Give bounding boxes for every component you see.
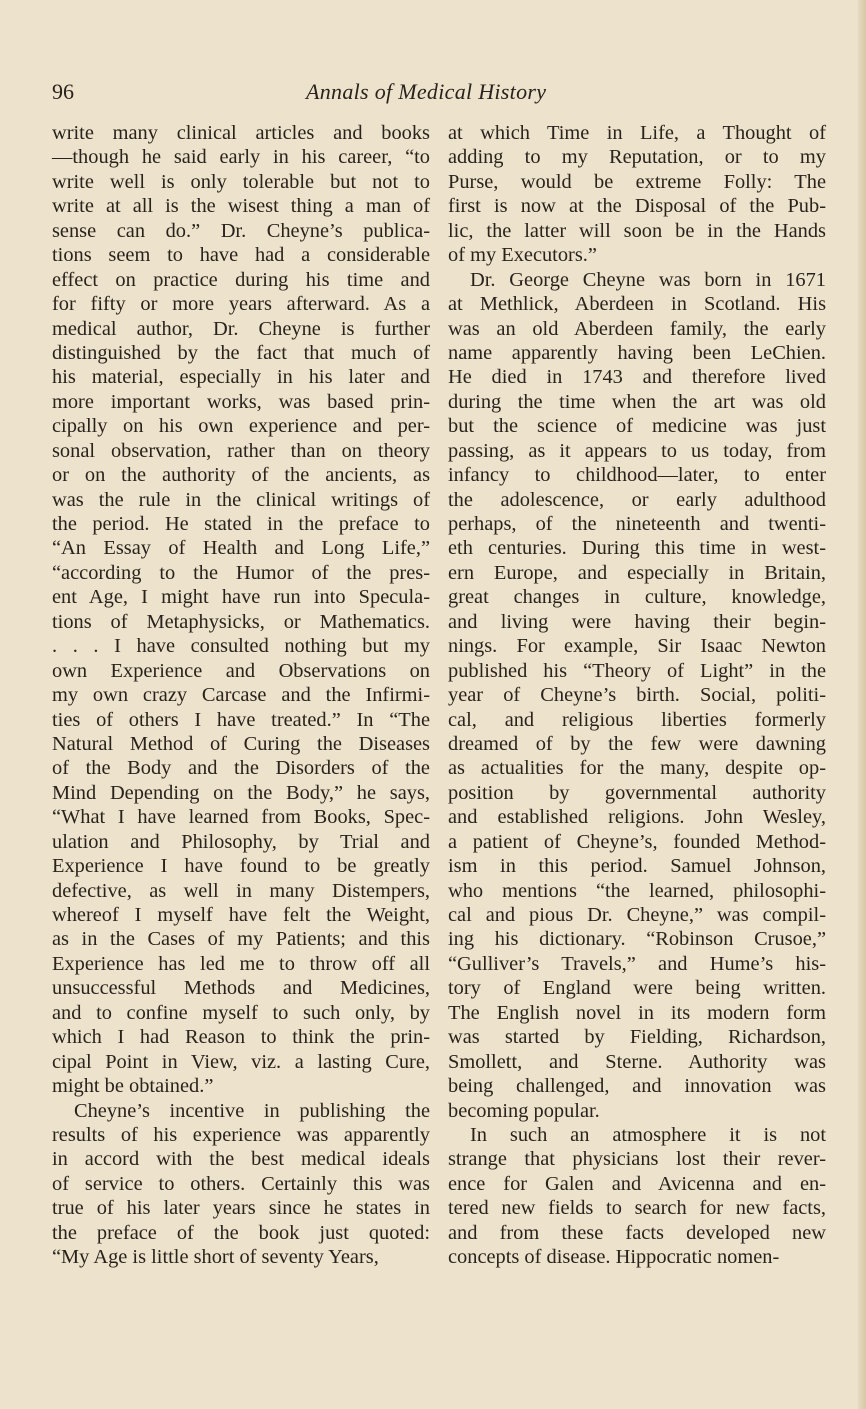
text-line: at which Time in Life, a Thought of bbox=[448, 122, 826, 144]
text-line: as actualities for the many, despite op- bbox=[448, 757, 826, 780]
text-line: the adolescence, or early adulthood bbox=[448, 488, 826, 511]
text-line: Purse, would be extreme Folly: The bbox=[448, 170, 826, 193]
text-line: sense can do.” Dr. Cheyne’s publica- bbox=[52, 219, 430, 242]
text-line: year of Cheyne’s birth. Social, politi- bbox=[448, 684, 826, 707]
text-line: cipally on his own experience and per- bbox=[52, 415, 430, 438]
text-line: at Methlick, Aberdeen in Scotland. His bbox=[448, 293, 826, 316]
text-line: eth centuries. During this time in west- bbox=[448, 537, 826, 560]
text-line: dreamed of by the few were dawning bbox=[448, 732, 826, 755]
text-line: ism in this period. Samuel Johnson, bbox=[448, 855, 826, 878]
text-line: who mentions “the learned, philosophi- bbox=[448, 879, 826, 902]
text-line: lic, the latter will soon be in the Hands bbox=[448, 219, 826, 242]
running-title: Annals of Medical History bbox=[306, 79, 547, 104]
text-line: strange that physicians lost their rever- bbox=[448, 1148, 826, 1171]
left-column bbox=[52, 121, 430, 1270]
text-line: ing his dictionary. “Robinson Crusoe,” bbox=[448, 928, 826, 951]
text-line: distinguished by the fact that much of bbox=[52, 341, 430, 364]
text-line: “An Essay of Health and Long Life,” bbox=[52, 537, 430, 560]
text-line: perhaps, of the nineteenth and twenti- bbox=[448, 513, 826, 535]
text-line: first is now at the Disposal of the Pub- bbox=[448, 195, 826, 218]
text-line: for fifty or more years afterward. As a bbox=[52, 293, 430, 316]
text-line: of service to others. Certainly this was bbox=[52, 1172, 430, 1195]
text-line: passing, as it appears to us today, from bbox=[448, 439, 826, 462]
text-line: Natural Method of Curing the Diseases bbox=[52, 732, 430, 755]
page-number: 96 bbox=[52, 79, 74, 104]
text-line: name apparently having been LeChien. bbox=[448, 341, 826, 364]
text-line: and living were having their begin- bbox=[448, 610, 826, 633]
text-line: infancy to childhood—later, to enter bbox=[448, 464, 826, 487]
text-line: adding to my Reputation, or to my bbox=[448, 146, 826, 169]
text-line: sonal observation, rather than on theory bbox=[52, 439, 430, 462]
text-line: cal and pious Dr. Cheyne,” was compil- bbox=[448, 904, 826, 926]
text-line: He died in 1743 and therefore lived bbox=[448, 366, 826, 389]
text-line: write many clinical articles and books bbox=[52, 122, 430, 144]
text-line: cipal Point in View, viz. a lasting Cure, bbox=[52, 1050, 430, 1073]
text-line: of my Executors.” bbox=[448, 244, 597, 267]
text-line: published his “Theory of Light” in the bbox=[448, 659, 826, 682]
text-line: the preface of the book just quoted: bbox=[52, 1221, 430, 1244]
text-line: concepts of disease. Hippocratic nomen- bbox=[448, 1246, 780, 1269]
text-line: was the rule in the clinical writings of bbox=[52, 488, 430, 511]
text-line: Cheyne’s incentive in publishing the bbox=[74, 1099, 430, 1122]
text-line: ties of others I have treated.” In “The bbox=[52, 708, 430, 731]
text-line: write at all is the wisest thing a man of bbox=[52, 195, 430, 218]
text-line: was started by Fielding, Richardson, bbox=[448, 1026, 826, 1049]
text-line: of the Body and the Disorders of the bbox=[52, 757, 430, 780]
text-line: Smollett, and Sterne. Authority was bbox=[448, 1050, 826, 1073]
text-line: The English novel in its modern form bbox=[448, 1001, 826, 1024]
text-line: true of his later years since he states in bbox=[52, 1197, 430, 1220]
page-edge bbox=[858, 0, 866, 1409]
text-line: was an old Aberdeen family, the early bbox=[448, 317, 826, 340]
text-line: but the science of medicine was just bbox=[448, 415, 826, 438]
text-line: might be obtained.” bbox=[52, 1075, 214, 1098]
text-line: Experience I have found to be greatly bbox=[52, 855, 430, 878]
text-line: —though he said early in his career, “to bbox=[52, 146, 430, 169]
text-line: during the time when the art was old bbox=[448, 390, 826, 413]
text-line: as in the Cases of my Patients; and this bbox=[52, 928, 430, 951]
text-line: medical author, Dr. Cheyne is further bbox=[52, 317, 430, 340]
text-line: “according to the Humor of the pres- bbox=[52, 561, 430, 584]
text-line: whereof I myself have felt the Weight, bbox=[52, 904, 430, 926]
text-line: his material, especially in his later and bbox=[52, 366, 430, 389]
text-line: “Gulliver’s Travels,” and Hume’s his- bbox=[448, 952, 826, 975]
text-line: “My Age is little short of seventy Years, bbox=[52, 1246, 379, 1269]
text-line: ern Europe, and especially in Britain, bbox=[448, 561, 826, 584]
text-line: or on the authority of the ancients, as bbox=[52, 464, 430, 487]
text-line: a patient of Cheyne’s, founded Method- bbox=[448, 830, 826, 853]
text-line: being challenged, and innovation was bbox=[448, 1075, 826, 1098]
text-line: . . . I have consulted nothing but my bbox=[52, 635, 430, 658]
text-line: Mind Depending on the Body,” he says, bbox=[52, 781, 430, 804]
text-line: ulation and Philosophy, by Trial and bbox=[52, 830, 430, 853]
text-line: tered new fields to search for new facts, bbox=[448, 1197, 826, 1220]
text-line: and from these facts developed new bbox=[448, 1221, 826, 1244]
text-line: tions of Metaphysicks, or Mathematics. bbox=[52, 610, 430, 633]
right-column bbox=[448, 121, 826, 1270]
text-line: my own crazy Carcase and the Infirmi- bbox=[52, 684, 430, 707]
page-header bbox=[52, 76, 826, 108]
text-line: Dr. George Cheyne was born in 1671 bbox=[470, 268, 826, 291]
text-line: in accord with the best medical ideals bbox=[52, 1148, 430, 1171]
text-line: defective, as well in many Distempers, bbox=[52, 879, 430, 902]
text-line: cal, and religious liberties formerly bbox=[448, 708, 826, 731]
text-line: effect on practice during his time and bbox=[52, 268, 430, 291]
text-line: tory of England were being written. bbox=[448, 977, 826, 1000]
text-line: and established religions. John Wesley, bbox=[448, 806, 826, 829]
text-line: Experience has led me to throw off all bbox=[52, 952, 430, 975]
text-line: own Experience and Observations on bbox=[52, 659, 430, 682]
text-line: the period. He stated in the preface to bbox=[52, 513, 430, 535]
text-line: great changes in culture, knowledge, bbox=[448, 586, 826, 609]
text-line: tions seem to have had a considerable bbox=[52, 244, 430, 267]
text-line: “What I have learned from Books, Spec- bbox=[52, 806, 430, 829]
text-line: ence for Galen and Avicenna and en- bbox=[448, 1172, 826, 1195]
text-line: and to confine myself to such only, by bbox=[52, 1001, 430, 1024]
text-line: which I had Reason to think the prin- bbox=[52, 1026, 430, 1049]
text-line: ent Age, I might have run into Specula- bbox=[52, 586, 430, 609]
text-line: more important works, was based prin- bbox=[52, 390, 430, 413]
text-line: write well is only tolerable but not to bbox=[52, 170, 430, 193]
text-line: In such an atmosphere it is not bbox=[470, 1123, 826, 1146]
text-line: becoming popular. bbox=[448, 1099, 600, 1122]
text-line: unsuccessful Methods and Medicines, bbox=[52, 977, 430, 1000]
text-line: position by governmental authority bbox=[448, 781, 826, 804]
text-line: results of his experience was apparently bbox=[52, 1123, 430, 1146]
text-line: nings. For example, Sir Isaac Newton bbox=[448, 635, 826, 658]
